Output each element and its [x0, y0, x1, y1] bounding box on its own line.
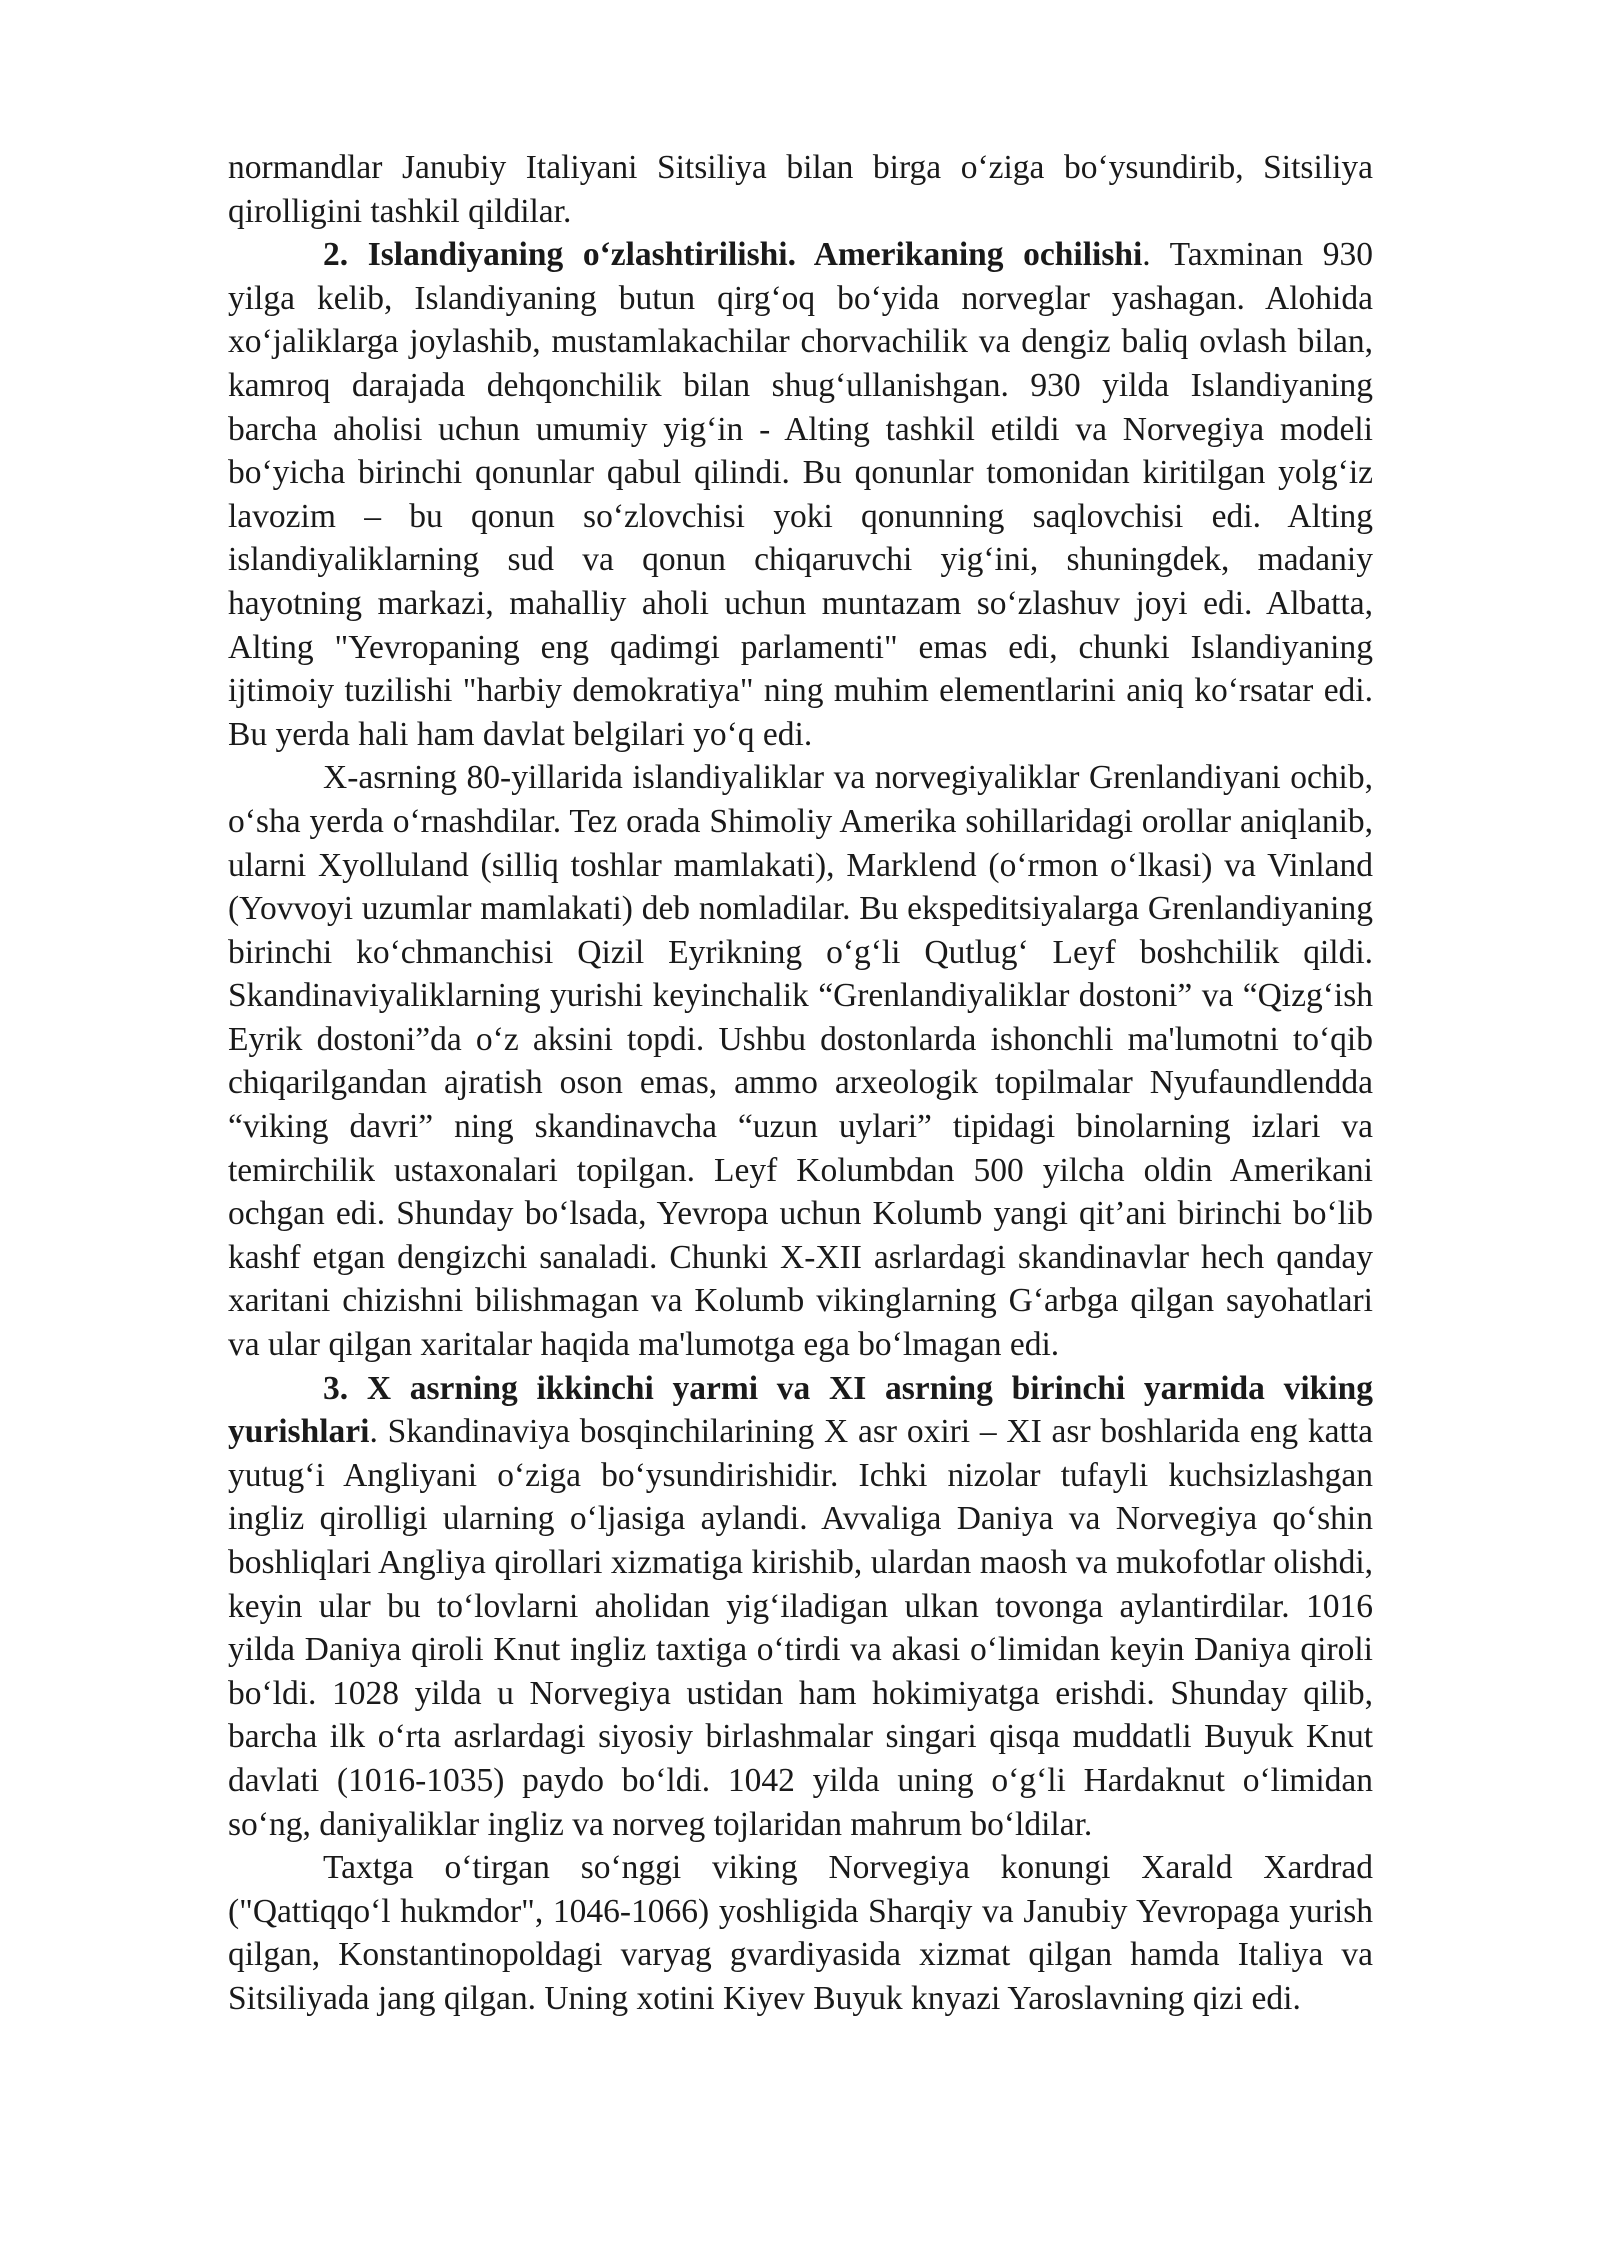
- paragraph-section-3: [228, 1367, 1373, 1847]
- document-page: [228, 146, 1373, 2021]
- paragraph-text: . Skandinaviya bosqinchilarining X asr oxiri – XI asr boshlarida eng katta yutug‘i Angliyani o‘ziga bo‘ysundirishidir. Ichki nizolar tufayli kuchsizlashgan ingliz qirolligi ularning o‘ljasiga aylandi. Avvaliga Daniya va Norvegiya qo‘shin boshliqlari Angliya qirollari xizmatiga kirishib, ulardan maosh va mukofotlar olishdi, keyin ular bu to‘lovlarni aholidan yig‘iladigan ulkan tovonga aylantirdilar. 1016 yilda Daniya qiroli Knut ingliz taxtiga o‘tirdi va akasi o‘limidan keyin Daniya qiroli bo‘ldi. 1028 yilda u Norvegiya ustidan ham hokimiyatga erishdi. Shunday qilib, barcha ilk o‘rta asrlardagi siyosiy birlashmalar singari qisqa muddatli Buyuk Knut davlati (1016-1035) paydo bo‘ldi. 1042 yilda uning o‘g‘li Hardaknut o‘limidan so‘ng, daniyaliklar ingliz va norveg tojlaridan mahrum bo‘ldilar.: [228, 1413, 1373, 1843]
- paragraph-continuation: [228, 146, 1373, 233]
- paragraph-text: X-asrning 80-yillarida islandiyaliklar va norvegiyaliklar Grenlandiyani ochib, o‘sha yerda o‘rnashdilar. Tez orada Shimoliy Amerika sohillaridagi orollar aniqlanib, ularni Xyolluland (silliq toshlar mamlakati), Marklend (o‘rmon o‘lkasi) va Vinland (Yovvoyi uzumlar mamlakati) deb nomladilar. Bu ekspeditsiyalarga Grenlandiyaning birinchi ko‘chmanchisi Qizil Eyrikning o‘g‘li Qutlug‘ Leyf boshchilik qildi. Skandinaviyaliklarning yurishi keyinchalik “Grenlandiyaliklar dostoni” va “Qizg‘ish Eyrik dostoni”da o‘z aksini topdi. Ushbu dostonlarda ishonchli ma'lumotni to‘qib chiqarilgandan ajratish oson emas, ammo arxeologik topilmalar Nyufaundlendda “viking davri” ning skandinavcha “uzun uylari” tipidagi binolarning izlari va temirchilik ustaxonalari topilgan. Leyf Kolumbdan 500 yilcha oldin Amerikani ochgan edi. Shunday bo‘lsada, Yevropa uchun Kolumb yangi qit’ani birinchi bo‘lib kashf etgan dengizchi sanaladi. Chunki X-XII asrlardagi skandinavlar hech qanday xaritani chizishni bilishmagan va Kolumb vikinglarning G‘arbga qilgan sayohatlari va ular qilgan xaritalar haqida ma'lumotga ega bo‘lmagan edi.: [228, 759, 1373, 1364]
- paragraph-section-2: [228, 233, 1373, 756]
- paragraph-greenland: [228, 756, 1373, 1366]
- paragraph-text: . Taxminan 930 yilga kelib, Islandiyaning butun qirg‘oq bo‘yida norveglar yashagan. Alohida xo‘jaliklarga joylashib, mustamlakachilar chorvachilik va dengiz baliq ovlash bilan, kamroq darajada dehqonchilik bilan shug‘ullanishgan. 930 yilda Islandiyaning barcha aholisi uchun umumiy yig‘in - Alting tashkil etildi va Norvegiya modeli bo‘yicha birinchi qonunlar qabul qilindi. Bu qonunlar tomonidan kiritilgan yolg‘iz lavozim – bu qonun so‘zlovchisi yoki qonunning saqlovchisi edi. Alting islandiyaliklarning sud va qonun chiqaruvchi yig‘ini, shuningdek, madaniy hayotning markazi, mahalliy aholi uchun muntazam so‘zlashuv joyi edi. Albatta, Alting "Yevropaning eng qadimgi parlamenti" emas edi, chunki Islandiyaning ijtimoiy tuzilishi "harbiy demokratiya" ning muhim elementlarini aniq ko‘rsatar edi. Bu yerda hali ham davlat belgilari yo‘q edi.: [228, 236, 1373, 753]
- paragraph-text: normandlar Janubiy Italiyani Sitsiliya bilan birga o‘ziga bo‘ysundirib, Sitsiliya qirolligini tashkil qildilar.: [228, 149, 1373, 230]
- section-heading: 3. X asrning ikkinchi yarmi va XI asrning birinchi yarmida viking yurishlari: [228, 1369, 1373, 1451]
- paragraph-text: Taxtga o‘tirgan so‘nggi viking Norvegiya konungi Xarald Xardrad ("Qattiqqo‘l hukmdor", 1046-1066) yoshligida Sharqiy va Janubiy Yevropaga yurish qilgan, Konstantinopoldagi varyag gvardiyasida xizmat qilgan hamda Italiya va Sitsiliyada jang qilgan. Uning xotini Kiyev Buyuk knyazi Yaroslavning qizi edi.: [228, 1849, 1373, 2017]
- section-heading: 2. Islandiyaning o‘zlashtirilishi. Amerikaning ochilishi: [323, 236, 1143, 274]
- paragraph-harald: [228, 1846, 1373, 2020]
